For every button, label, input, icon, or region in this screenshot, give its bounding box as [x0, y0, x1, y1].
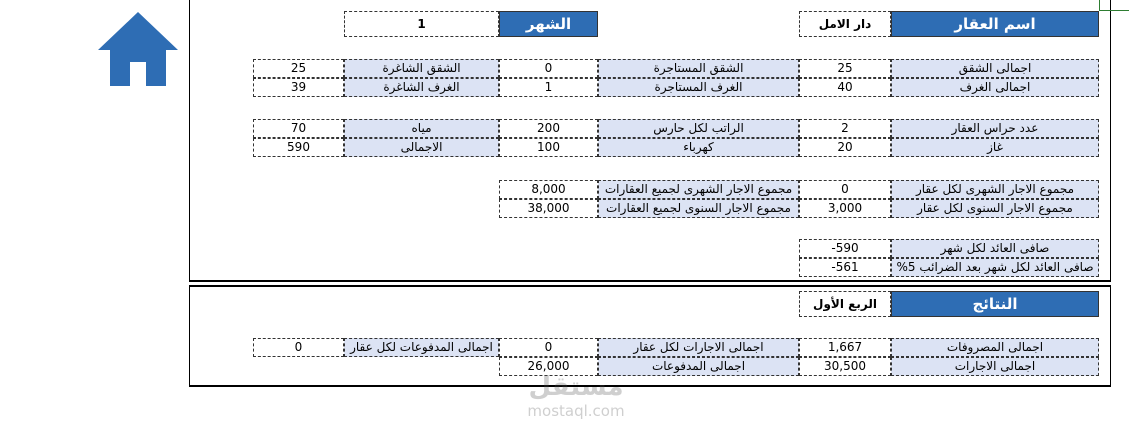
- rented-apartments-value[interactable]: 0: [499, 59, 598, 78]
- watermark-url: mostaql.com: [527, 402, 625, 420]
- monthly-rent-per-property-value: 0: [799, 180, 891, 199]
- net-after-tax-value: -561: [799, 258, 891, 277]
- total-rooms-label: اجمالى الغرف: [891, 78, 1099, 97]
- yearly-rent-per-property-label: مجموع الاجار السنوى لكل عقار: [891, 199, 1099, 218]
- total-expenses-value: 1,667: [799, 338, 891, 357]
- month-header: الشهر: [499, 11, 598, 37]
- guard-salary-value[interactable]: 200: [499, 119, 598, 138]
- total-payments-label: اجمالى المدفوعات: [598, 357, 799, 376]
- watermark-logo-text: مستقل: [528, 372, 624, 402]
- monthly-rent-all-label: مجموع الاجار الشهرى لجميع العقارات: [598, 180, 799, 199]
- rented-apartments-label: الشقق المستاجرة: [598, 59, 799, 78]
- payments-per-property-label: اجمالى المدفوعات لكل عقار: [344, 338, 499, 357]
- cell-selection-edge-h: [1099, 10, 1129, 11]
- guard-salary-label: الراتب لكل حارس: [598, 119, 799, 138]
- monthly-rent-per-property-label: مجموع الاجار الشهرى لكل عقار: [891, 180, 1099, 199]
- electricity-label: كهرباء: [598, 138, 799, 157]
- quarter-value[interactable]: الربع الأول: [799, 291, 891, 317]
- results-header: النتائج: [891, 291, 1099, 317]
- total-rents-label: اجمالى الاجارات: [891, 357, 1099, 376]
- monthly-rent-all-value: 8,000: [499, 180, 598, 199]
- vacant-rooms-label: الغرف الشاغرة: [344, 78, 499, 97]
- total-apartments-value[interactable]: 25: [799, 59, 891, 78]
- property-name-value[interactable]: دار الامل: [799, 11, 891, 37]
- yearly-rent-per-property-value: 3,000: [799, 199, 891, 218]
- rents-per-property-value: 0: [499, 338, 598, 357]
- total-rooms-value[interactable]: 40: [799, 78, 891, 97]
- rents-per-property-label: اجمالى الاجارات لكل عقار: [598, 338, 799, 357]
- cell-selection-edge: [1099, 0, 1100, 10]
- net-monthly-label: صافى العائد لكل شهر: [891, 239, 1099, 258]
- gas-label: غاز: [891, 138, 1099, 157]
- yearly-rent-all-label: مجموع الاجار السنوى لجميع العقارات: [598, 199, 799, 218]
- home-icon[interactable]: [96, 10, 180, 88]
- total-expenses-label: اجمالى المصروفات: [891, 338, 1099, 357]
- expenses-total-value: 590: [253, 138, 344, 157]
- total-rents-value: 30,500: [799, 357, 891, 376]
- total-payments-value: 26,000: [499, 357, 598, 376]
- rented-rooms-label: الغرف المستاجرة: [598, 78, 799, 97]
- water-label: مياه: [344, 119, 499, 138]
- vacant-apartments-label: الشقق الشاغرة: [344, 59, 499, 78]
- yearly-rent-all-value: 38,000: [499, 199, 598, 218]
- gas-value[interactable]: 20: [799, 138, 891, 157]
- net-monthly-value: -590: [799, 239, 891, 258]
- vacant-apartments-value[interactable]: 25: [253, 59, 344, 78]
- total-apartments-label: اجمالى الشقق: [891, 59, 1099, 78]
- electricity-value[interactable]: 100: [499, 138, 598, 157]
- vacant-rooms-value[interactable]: 39: [253, 78, 344, 97]
- payments-per-property-value: 0: [253, 338, 344, 357]
- guards-count-value[interactable]: 2: [799, 119, 891, 138]
- water-value[interactable]: 70: [253, 119, 344, 138]
- property-name-header: اسم العقار: [891, 11, 1099, 37]
- watermark: [516, 372, 636, 422]
- guards-count-label: عدد حراس العقار: [891, 119, 1099, 138]
- month-value[interactable]: 1: [344, 11, 499, 37]
- rented-rooms-value[interactable]: 1: [499, 78, 598, 97]
- net-after-tax-label: صافى العائد لكل شهر بعد الضرائب 5%: [891, 258, 1099, 277]
- expenses-total-label: الاجمالى: [344, 138, 499, 157]
